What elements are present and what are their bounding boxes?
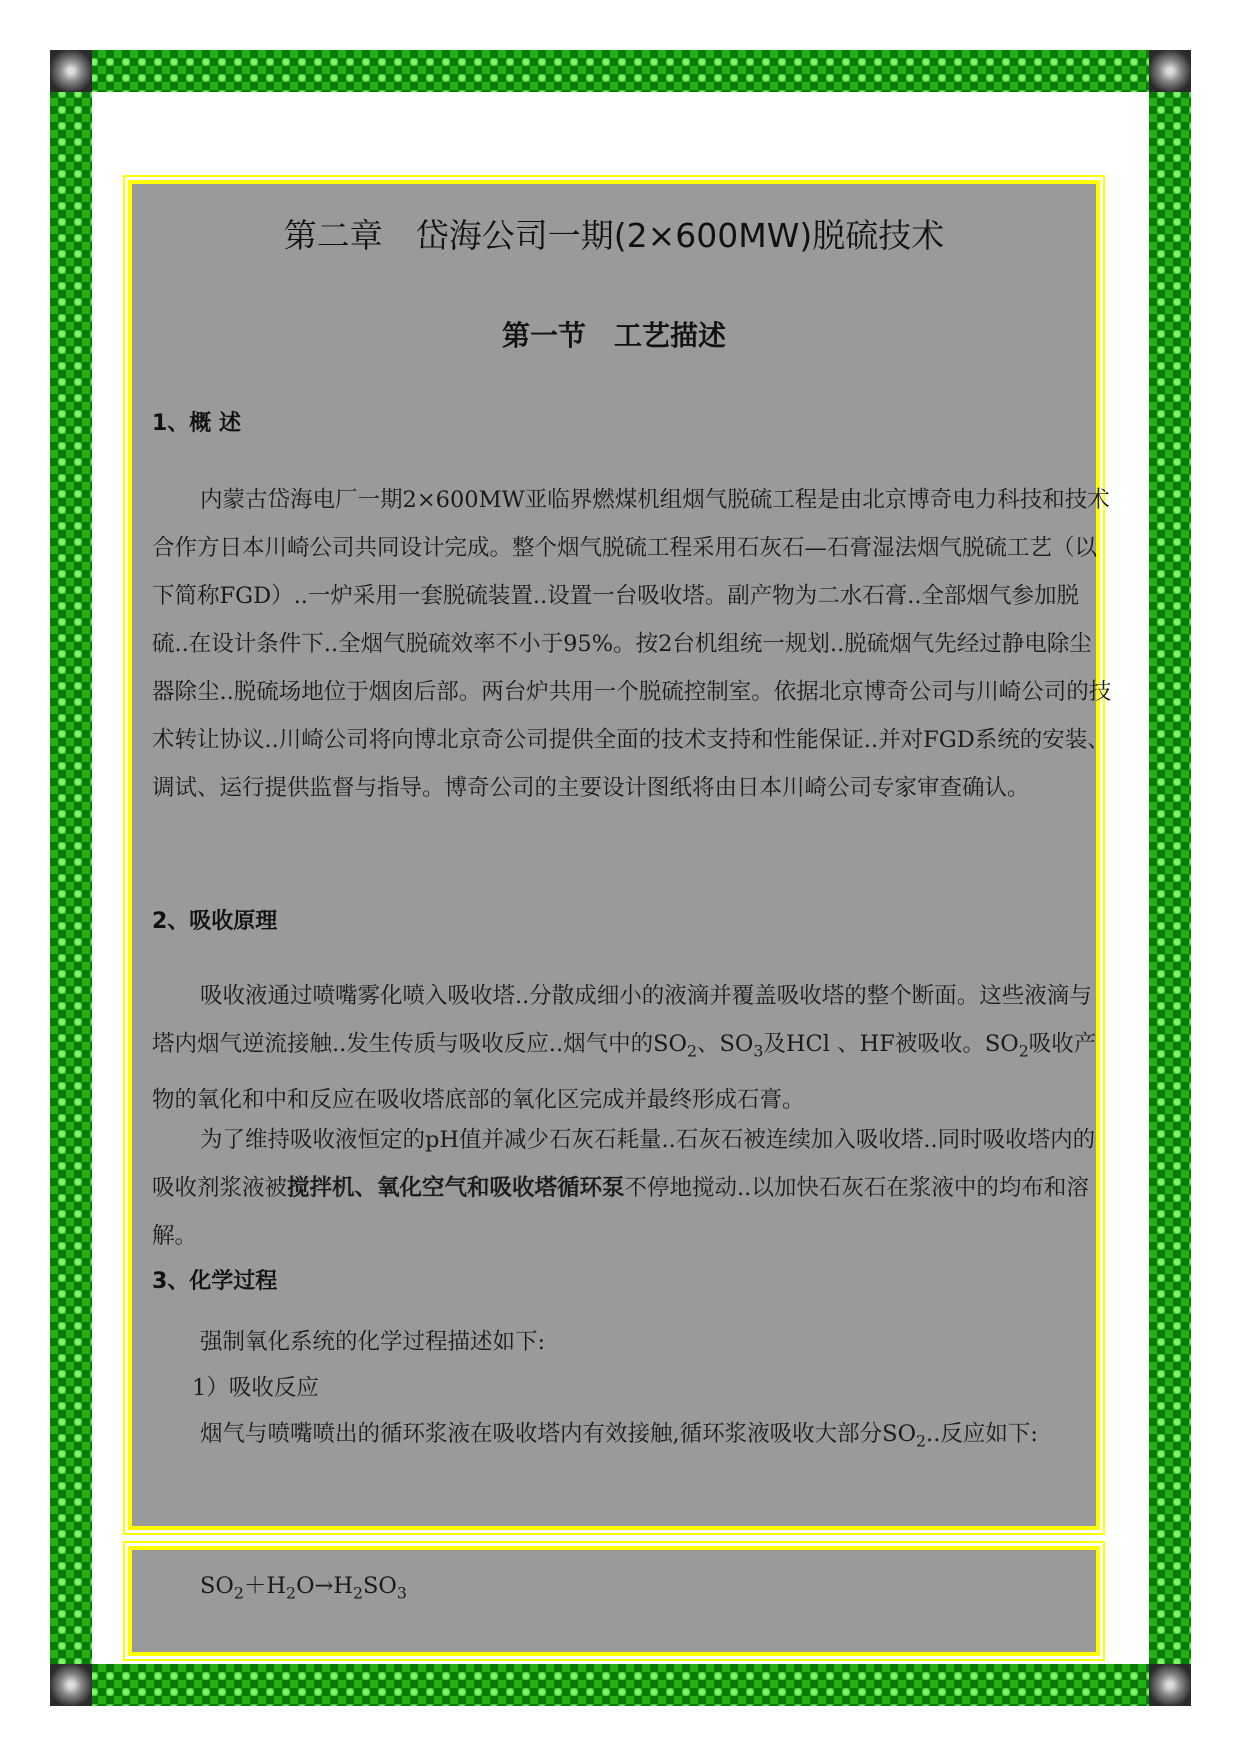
heading-absorption-principle: 2、吸收原理 [152,909,278,934]
frame-border-left [50,50,92,1706]
chapter-title: 第二章 岱海公司一期(2×600MW)脱硫技术 [283,216,945,255]
content-panel-continued [128,1546,1100,1656]
frame-border-top [50,50,1191,92]
text-process-intro: 强制氧化系统的化学过程描述如下: [200,1329,546,1355]
paragraph-overview: 内蒙古岱海电厂一期2×600MW亚临界燃煤机组烟气脱硫工程是由北京博奇电力科技和技术合作方日本川崎公司共同设计完成。整个烟气脱硫工程采用石灰石—石膏湿法烟气脱硫工艺（以下简称FGD）..一炉采用一套脱硫装置..设置一台吸收塔。副产物为二水石膏..全部烟气参加脱硫..在设计条件下..全烟气脱硫效率不小于95%。按2台机组统一规划..脱硫烟气先经过静电除尘器除尘..脱硫场地位于烟囱后部。两台炉共用一个脱硫控制室。依据北京博奇公司与川崎公司的技术转让协议..川崎公司将向博北京奇公司提供全面的技术支持和性能保证..并对FGD系统的安装、调试、运行提供监督与指导。博奇公司的主要设计图纸将由日本川崎公司专家审查确认。 [152,487,1112,801]
content-panel [128,180,1112,1530]
text-absorption-reaction: 1）吸收反应 [192,1375,319,1401]
section-title: 第一节 工艺描述 [501,319,726,352]
paragraph-absorption: 吸收液通过喷嘴雾化喷入吸收塔..分散成细小的液滴并覆盖吸收塔的整个断面。这些液滴与塔内烟气逆流接触..发生传质与吸收反应..烟气中的$SO_2$、$SO_3$及HCl 、HF被吸收。$SO_2$吸收产物的氧化和中和反应在吸收塔底部的氧化区完成并最终形成石膏。 [152,983,1097,1113]
frame-border-bottom [50,1664,1191,1706]
equation-so2-h2o: $SO_2+H_2O\to H_2SO_3$ [200,1573,407,1603]
frame-corner-ornament [50,1664,92,1706]
frame-corner-ornament [50,50,92,92]
heading-chemical-process: 3、化学过程 [152,1269,278,1294]
frame-corner-ornament [1149,1664,1191,1706]
frame-border-right [1149,50,1191,1706]
text-reaction-description: 烟气与喷嘴喷出的循环浆液在吸收塔内有效接触,循环浆液吸收大部分$SO_2$..反应如下: [200,1421,1038,1451]
frame-corner-ornament [1149,50,1191,92]
paragraph-limestone: 为了维持吸收液恒定的pH值并减少石灰石耗量..石灰石被连续加入吸收塔..同时吸收塔内的吸收剂浆液被搅拌机、氧化空气和吸收塔循环泵不停地搅动..以加快石灰石在浆液中的均布和溶解。 [152,1127,1096,1249]
heading-overview: 1、概 述 [152,411,241,436]
